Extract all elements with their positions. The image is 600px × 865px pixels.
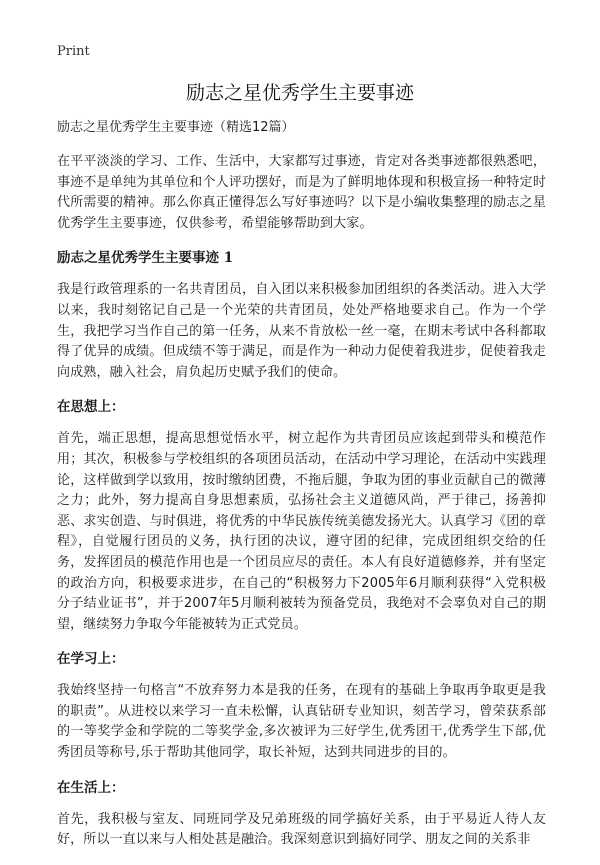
thought-heading: 在思想上： — [57, 399, 125, 416]
section-heading-1: 励志之星优秀学生主要事迹 1 — [57, 250, 234, 267]
life-paragraph: 首先，我积极与室友、同班同学及兄弟班级的同学搞好关系，由于平易近人待人友好，所以一直以来与人相处甚是融洽。我深刻意识到搞好同学、朋友之间的关系非 — [57, 811, 546, 848]
document-body — [57, 118, 546, 865]
print-link[interactable]: Print — [57, 44, 90, 59]
study-paragraph: 我始终坚持一句格言“不放弃努力本是我的任务，在现有的基础上争取再争取更是我的职责”。从进校以来学习一直未松懈，认真钻研专业知识，刻苦学习，曾荣获系部的一等奖学金和学院的二等奖学金,多次被评为三好学生,优秀团干,优秀学生下部,优秀团员等称号,乐于帮助其他同学，取长补短，达到共同进步的目的。 — [57, 683, 546, 761]
thought-paragraph: 首先，端正思想，提高思想觉悟水平，树立起作为共青团员应该起到带头和模范作用；其次，积极参与学校组织的各项团员活动，在活动中学习理论，在活动中实践理论，这样做到学以致用，按时缴纳团费，不拖后腿，争取为团的事业贡献自己的微薄之力；此外，努力提高自身思想素质，弘扬社会主义道德风尚，严于律己，扬善抑恶、求实创造、与时俱进，将优秀的中华民族传统美德发扬光大。认真学习《团的章程》，自觉履行团员的义务，执行团的决议，遵守团的纪律，完成团组织交给的任务，发挥团员的模范作用也是一个团员应尽的责任。本人有良好道德修养，并有坚定的政治方向，积极要求进步，在自己的“积极努力下2005年6月顺利获得“入党积极分子结业证书”，并于2007年5月顺利被转为预备党员，我绝对不会辜负对自己的期望，继续努力争取今年能被转为正式党员。 — [57, 431, 546, 632]
intro-paragraph: 在平平淡淡的学习、工作、生活中，大家都写过事迹，肯定对各类事迹都很熟悉吧，事迹不是单纯为其单位和个人评功摆好，而是为了鲜明地体现和积极宣扬一种特定时代所需要的精神。那么你真正懂得怎么写好事迹吗？以下是小编收集整理的励志之星优秀学生主要事迹，仅供参考，希望能够帮助到大家。 — [57, 154, 546, 231]
study-heading: 在学习上： — [57, 651, 125, 668]
section-1-paragraph: 我是行政管理系的一名共青团员，自入团以来积极参加团组织的各类活动。进入大学以来，我时刻铭记自己是一个光荣的共青团员，处处严格地要求自己。作为一个学生，我把学习当作自己的第一任务，从来不肯放松一丝一毫，在期末考试中各科都取得了优异的成绩。但成绩不等于满足，而是作为一种动力促使着我进步，促使着我走向成熟，融入社会，肩负起历史赋予我们的使命。 — [57, 282, 546, 380]
document-subtitle: 励志之星优秀学生主要事迹（精选12篇） — [57, 120, 295, 135]
life-heading: 在生活上： — [57, 779, 125, 796]
document-title: 励志之星优秀学生主要事迹 — [185, 82, 414, 104]
